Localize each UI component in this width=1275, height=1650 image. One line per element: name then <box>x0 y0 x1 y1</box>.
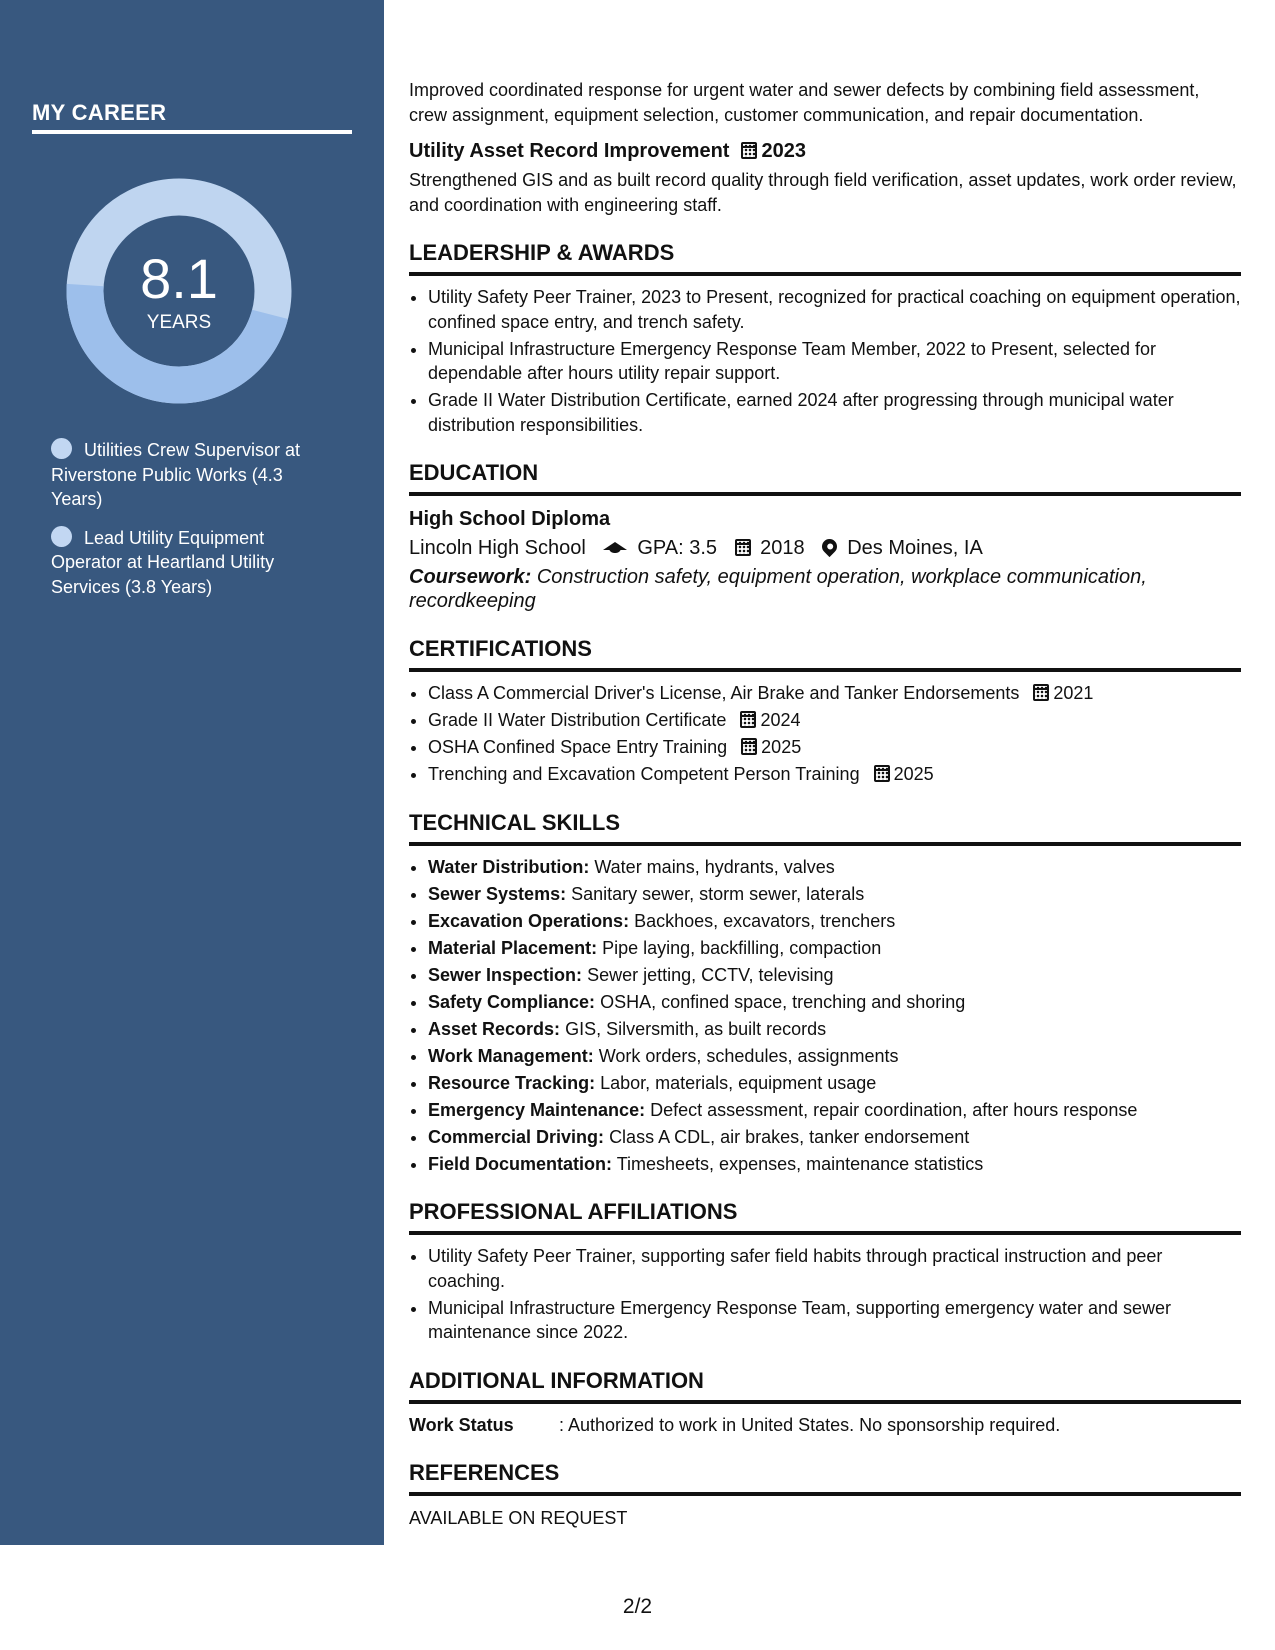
project-year: 2023 <box>761 140 806 162</box>
skill-label: Field Documentation: <box>428 1153 612 1174</box>
certification-name: Class A Commercial Driver's License, Air Brake and Tanker Endorsements <box>428 683 1020 703</box>
intro-paragraph: Improved coordinated response for urgent water and sewer defects by combining field assessment, crew assignment, equipment selection, customer communication, and repair documentation. <box>409 80 1200 125</box>
section-heading: ADDITIONAL INFORMATION <box>409 1367 1241 1404</box>
skill-label: Sewer Systems: <box>428 883 567 904</box>
additional-section <box>409 1367 1241 1437</box>
section-heading: CERTIFICATIONS <box>409 635 1241 672</box>
skill-label: Water Distribution: <box>428 856 590 877</box>
coursework <box>409 565 1241 613</box>
skill-label: Commercial Driving: <box>428 1126 605 1147</box>
career-item: Lead Utility Equipment Operator at Heartland Utility Services (3.8 Years) <box>51 527 275 597</box>
skill-item <box>428 909 1241 934</box>
leadership-item: • Utility Safety Peer Trainer, 2023 to Present, recognized for practical coaching on equipment operation, confined space entry, and trench safety. <box>428 285 1241 334</box>
coursework-label: Coursework: <box>409 566 532 588</box>
location-pin-icon <box>819 536 840 557</box>
skill-item <box>428 990 1241 1015</box>
skills-section <box>409 809 1241 1177</box>
skill-item <box>428 936 1241 961</box>
page-number: 2/2 <box>622 1595 653 1618</box>
coursework-list: Construction safety, equipment operation, workplace communication, recordkeeping <box>409 566 1147 612</box>
work-status-row <box>409 1413 1241 1437</box>
section-heading: LEADERSHIP & AWARDS <box>409 239 1241 276</box>
leadership-item: • Grade II Water Distribution Certificate, earned 2024 after progressing through municipal water distribution responsibilities. <box>428 388 1241 437</box>
skill-item <box>428 1152 1241 1177</box>
skill-item <box>428 1125 1241 1150</box>
project-title-row <box>409 138 1241 164</box>
skill-label: Sewer Inspection: <box>428 964 583 985</box>
skill-item <box>428 882 1241 907</box>
years-label: YEARS <box>146 312 212 333</box>
skills-list <box>409 855 1241 1177</box>
leadership-section <box>409 239 1241 437</box>
certification-name: Trenching and Excavation Competent Person Training <box>428 764 860 784</box>
section-heading: PROFESSIONAL AFFILIATIONS <box>409 1198 1241 1235</box>
skill-item <box>428 1044 1241 1069</box>
gpa: GPA: 3.5 <box>637 537 718 559</box>
school-location: Des Moines, IA <box>847 537 983 559</box>
leadership-list <box>409 285 1241 437</box>
skill-value: Class A CDL, air brakes, tanker endorsement <box>609 1126 970 1147</box>
certification-year: 2024 <box>760 710 801 730</box>
affiliations-list <box>409 1244 1241 1345</box>
education-details <box>409 533 1241 563</box>
calendar-icon <box>741 142 757 159</box>
skill-label: Work Management: <box>428 1045 594 1066</box>
certification-item <box>428 762 1241 787</box>
certification-year: 2025 <box>761 737 802 757</box>
skill-value: Backhoes, excavators, trenchers <box>634 910 896 931</box>
calendar-icon <box>735 539 751 556</box>
certification-year: 2021 <box>1053 683 1094 703</box>
skill-value: Water mains, hydrants, valves <box>594 856 835 877</box>
years-value: 8.1 <box>140 247 218 310</box>
graduation-year: 2018 <box>760 537 805 559</box>
references-text: AVAILABLE ON REQUEST <box>409 1507 628 1528</box>
calendar-icon <box>874 765 890 782</box>
section-heading: REFERENCES <box>409 1459 1241 1496</box>
skill-value: Sanitary sewer, storm sewer, laterals <box>571 883 865 904</box>
graduation-cap-icon <box>603 542 627 550</box>
bullet-dot-icon <box>51 438 72 459</box>
certification-item <box>428 735 1241 760</box>
career-heading-rule <box>32 130 352 134</box>
section-heading: EDUCATION <box>409 459 1241 496</box>
skill-item <box>428 963 1241 988</box>
certification-year: 2025 <box>893 764 934 784</box>
sidebar <box>0 0 384 1545</box>
skill-label: Safety Compliance: <box>428 991 596 1012</box>
calendar-icon <box>740 711 756 728</box>
skill-value: Labor, materials, equipment usage <box>600 1072 877 1093</box>
career-heading: MY CAREER <box>32 100 167 125</box>
skill-item <box>428 1098 1241 1123</box>
certification-item <box>428 681 1241 706</box>
calendar-icon <box>741 738 757 755</box>
work-status-value: : Authorized to work in United States. No sponsorship required. <box>559 1414 1061 1435</box>
main-content <box>409 78 1241 1530</box>
certification-name: OSHA Confined Space Entry Training <box>428 737 728 757</box>
skill-value: GIS, Silversmith, as built records <box>565 1018 827 1039</box>
skill-label: Excavation Operations: <box>428 910 630 931</box>
skill-value: Work orders, schedules, assignments <box>598 1045 899 1066</box>
affiliation-item: • Utility Safety Peer Trainer, supporting safer field habits through practical instruction and peer coaching. <box>428 1244 1241 1293</box>
certifications-list <box>409 681 1241 787</box>
section-heading: TECHNICAL SKILLS <box>409 809 1241 846</box>
affiliation-item: • Municipal Infrastructure Emergency Response Team, supporting emergency water and sewer maintenance since 2022. <box>428 1296 1241 1345</box>
skill-label: Resource Tracking: <box>428 1072 596 1093</box>
degree: High School Diploma <box>409 508 611 530</box>
skill-value: Sewer jetting, CCTV, televising <box>587 964 834 985</box>
skill-item <box>428 1017 1241 1042</box>
certification-name: Grade II Water Distribution Certificate <box>428 710 727 730</box>
work-status-label: Work Status <box>409 1414 514 1435</box>
skill-label: Emergency Maintenance: <box>428 1099 646 1120</box>
career-item: Utilities Crew Supervisor at Riverstone Public Works (4.3 Years) <box>51 440 301 509</box>
references-section <box>409 1459 1241 1530</box>
skill-label: Asset Records: <box>428 1018 561 1039</box>
leadership-item: • Municipal Infrastructure Emergency Response Team Member, 2022 to Present, selected for dependable after hours utility repair support. <box>428 337 1241 386</box>
skill-value: Defect assessment, repair coordination, after hours response <box>650 1099 1138 1120</box>
education-section <box>409 459 1241 613</box>
certifications-section <box>409 635 1241 787</box>
school-name: Lincoln High School <box>409 537 586 559</box>
calendar-icon <box>1033 684 1049 701</box>
certification-item <box>428 708 1241 733</box>
skill-item <box>428 855 1241 880</box>
skill-label: Material Placement: <box>428 937 598 958</box>
project-title: Utility Asset Record Improvement <box>409 140 730 162</box>
skill-value: Timesheets, expenses, maintenance statistics <box>616 1153 984 1174</box>
project-description: Strengthened GIS and as built record quality through field verification, asset updates, work order review, and coordination with engineering staff. <box>409 170 1237 215</box>
affiliations-section <box>409 1198 1241 1345</box>
skill-value: OSHA, confined space, trenching and shoring <box>600 991 966 1012</box>
skill-item <box>428 1071 1241 1096</box>
bullet-dot-icon <box>51 526 72 547</box>
skill-value: Pipe laying, backfilling, compaction <box>602 937 882 958</box>
career-list <box>51 438 321 613</box>
